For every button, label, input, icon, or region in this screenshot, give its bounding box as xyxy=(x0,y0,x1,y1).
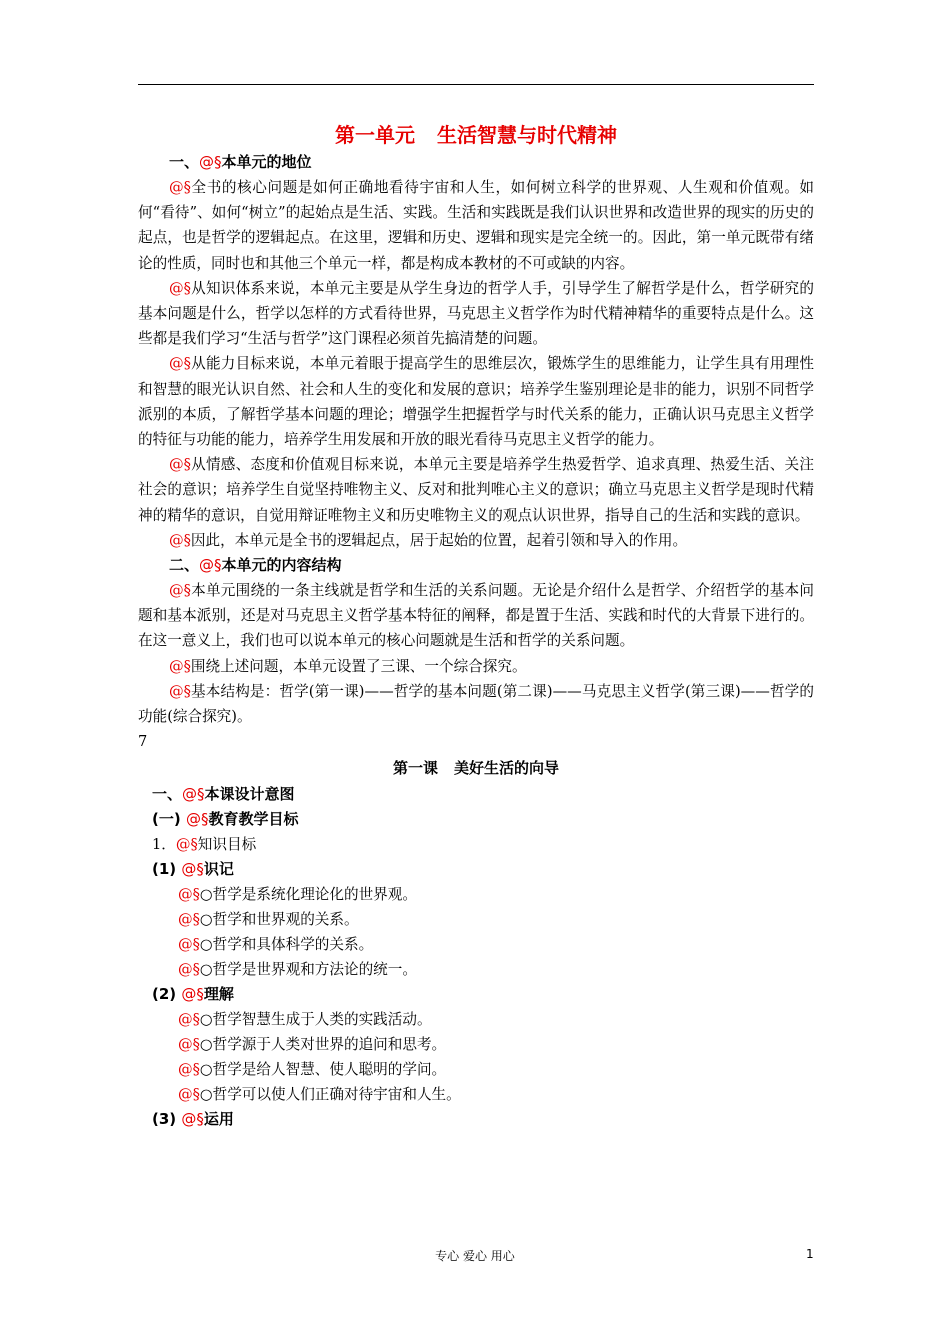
marker-glyph: @§ xyxy=(169,582,191,600)
lesson-title xyxy=(138,754,814,782)
paragraph: @§从能力目标来说，本单元着眼于提高学生的思维层次，锻炼学生的思维能力，让学生具有用理性和智慧的眼光认识自然、社会和人生的变化和发展的意识；培养学生鉴别理论是非的能力，识别不同哲学派别的本质，了解哲学基本问题的理论；增强学生把握哲学与时代关系的能力，正确认识马克思主义哲学的特征与功能的能力，培养学生用发展和开放的眼光看待马克思主义哲学的能力。 xyxy=(138,355,814,449)
marker-glyph: @§ xyxy=(178,1061,200,1079)
marker-glyph: @§ xyxy=(181,1110,204,1129)
lesson-heading-3: 1．@§知识目标 xyxy=(152,836,257,854)
marker-glyph: @§ xyxy=(169,179,191,196)
marker-glyph: @§ xyxy=(169,355,191,373)
page-content xyxy=(138,120,814,1132)
marker-glyph: @§ xyxy=(178,936,200,954)
unit-title xyxy=(138,120,814,150)
list-item: @§○哲学是给人智慧、使人聪明的学问。 xyxy=(178,1061,447,1079)
header-rule xyxy=(138,84,814,85)
section2-heading: 二、@§本单元的内容结构 xyxy=(169,556,342,575)
paragraph: @§从知识体系来说，本单元主要是从学生身边的哲学人手，引导学生了解哲学是什么，哲学研究的基本问题是什么，哲学以怎样的方式看待世界，马克思主义哲学作为时代精神精华的重要特点是什么。这些都是我们学习“生活与哲学”这门课程必须首先搞清楚的问题。 xyxy=(138,279,814,348)
unit-title-part1: 第一单元 xyxy=(335,123,415,147)
paragraph: @§因此，本单元是全书的逻辑起点，居于起始的位置，起着引领和导入的作用。 xyxy=(169,531,688,549)
section1-heading: 一、@§本单元的地位 xyxy=(169,153,312,171)
marker-glyph: @§ xyxy=(178,1036,200,1054)
stray-number: 7 xyxy=(138,733,148,751)
marker-glyph: @§ xyxy=(181,985,204,1004)
list-item: @§○哲学是世界观和方法论的统一。 xyxy=(178,961,417,979)
lesson-title-part1: 第一课 xyxy=(392,759,438,778)
paragraph: @§基本结构是：哲学(第一课)——哲学的基本问题(第二课)——马克思主义哲学(第三课)——哲学的功能(综合探究)。 xyxy=(138,682,814,726)
list-item: @§○哲学智慧生成于人类的实践活动。 xyxy=(178,1011,432,1029)
paragraph: @§围绕上述问题，本单元设置了三课、一个综合探究。 xyxy=(169,657,527,675)
list-item: @§○哲学和世界观的关系。 xyxy=(178,911,359,929)
marker-glyph: @§ xyxy=(185,810,209,829)
marker-glyph: @§ xyxy=(169,279,191,297)
list-item: @§○哲学源于人类对世界的追问和思考。 xyxy=(178,1036,447,1054)
marker-glyph: @§ xyxy=(169,531,191,549)
marker-glyph: @§ xyxy=(199,153,222,171)
marker-glyph: @§ xyxy=(169,456,191,474)
list-item: @§○哲学和具体科学的关系。 xyxy=(178,936,374,954)
marker-glyph: @§ xyxy=(199,556,222,575)
marker-glyph: @§ xyxy=(178,961,200,979)
subheading-memorize: (1) @§识记 xyxy=(152,860,234,879)
marker-glyph: @§ xyxy=(175,836,198,854)
marker-glyph: @§ xyxy=(182,785,205,804)
marker-glyph: @§ xyxy=(169,657,191,675)
paragraph: @§本单元围绕的一条主线就是哲学和生活的关系问题。无论是介绍什么是哲学、介绍哲学的基本问题和基本派别，还是对马克思主义哲学基本特征的阐释，都是置于生活、实践和时代的大背景下进行的。在这一意义上，我们也可以说本单元的核心问题就是生活和哲学的关系问题。 xyxy=(138,582,814,650)
marker-glyph: @§ xyxy=(169,682,191,700)
paragraph: @§全书的核心问题是如何正确地看待宇宙和人生，如何树立科学的世界观、人生观和价值观。如何“看待”、如何“树立”的起始点是生活、实践。生活和实践既是我们认识世界和改造世界的现实的历史的起点，也是哲学的逻辑起点。在这里，逻辑和历史、逻辑和现实是完全统一的。因此，第一单元既带有绪论的性质，同时也和其他三个单元一样，都是构成本教材的不可或缺的内容。 xyxy=(138,179,814,272)
list-item: @§○哲学可以使人们正确对待宇宙和人生。 xyxy=(178,1086,461,1104)
marker-glyph: @§ xyxy=(181,860,204,879)
page-footer: 专心 爱心 用心 xyxy=(435,1249,515,1263)
marker-glyph: @§ xyxy=(178,911,200,929)
marker-glyph: @§ xyxy=(178,886,200,904)
lesson-title-part2: 美好生活的向导 xyxy=(454,759,560,778)
marker-glyph: @§ xyxy=(178,1011,200,1029)
paragraph: @§从情感、态度和价值观目标来说，本单元主要是培养学生热爱哲学、追求真理、热爱生活、关注社会的意识；培养学生自觉坚持唯物主义、反对和批判唯心主义的意识；确立马克思主义哲学是现时代精神的精华的意识，自觉用辩证唯物主义和历史唯物主义的观点认识世界，指导自己的生活和实践的意识。 xyxy=(138,456,814,524)
lesson-heading-2: (一) @§教育教学目标 xyxy=(152,810,299,829)
list-item: @§○哲学是系统化理论化的世界观。 xyxy=(178,886,417,904)
subheading-understand: (2) @§理解 xyxy=(152,985,234,1004)
page-number: 1 xyxy=(806,1247,814,1261)
marker-glyph: @§ xyxy=(178,1086,200,1104)
subheading-apply: (3) @§运用 xyxy=(152,1110,234,1129)
lesson-heading-1: 一、@§本课设计意图 xyxy=(152,785,295,804)
unit-title-part2: 生活智慧与时代精神 xyxy=(437,123,617,147)
